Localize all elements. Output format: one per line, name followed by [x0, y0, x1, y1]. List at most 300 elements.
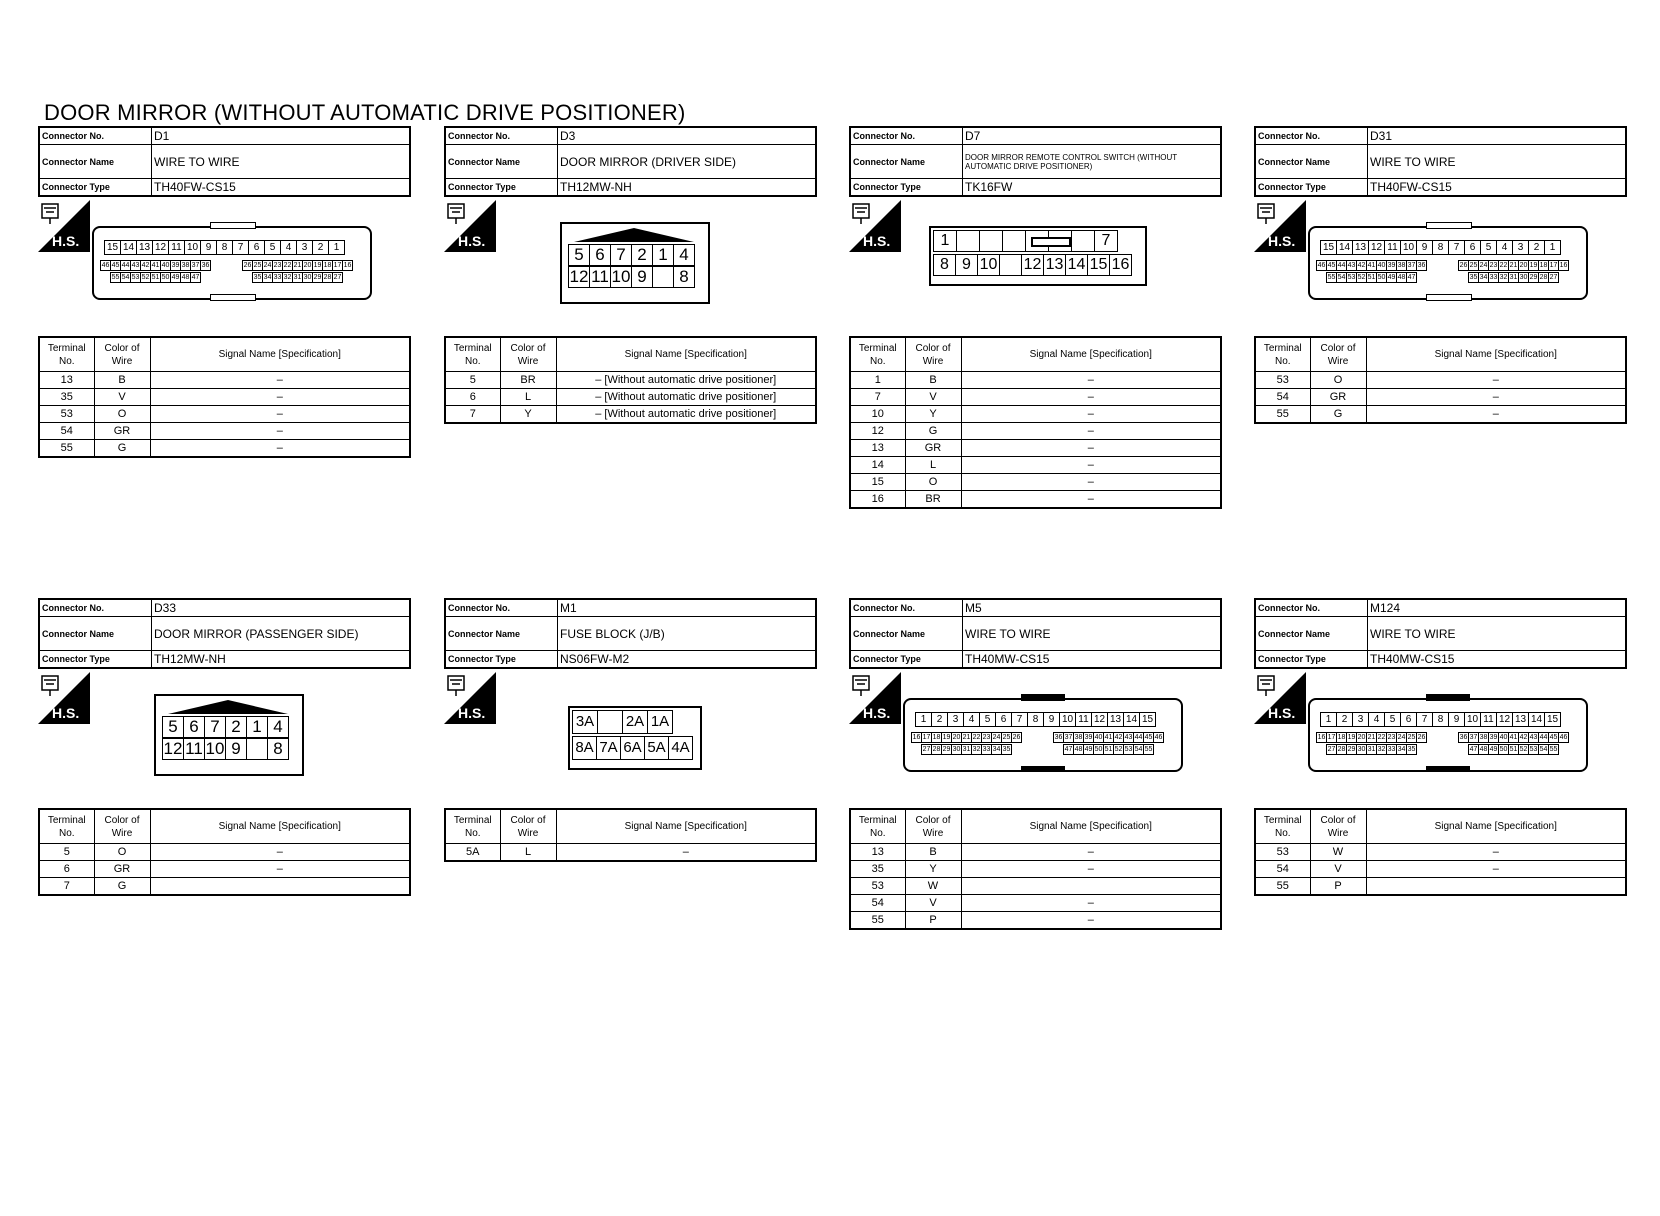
pin-cell: 40: [1094, 734, 1103, 741]
pin-row-bottom: [933, 254, 1132, 276]
table-row: [1255, 844, 1626, 861]
pin-cell: [980, 231, 1003, 252]
pin-cell: [1072, 231, 1095, 252]
pin-cell: 9: [632, 267, 653, 288]
signal-name-cell: –: [961, 844, 1221, 861]
pin-cell: 26: [243, 262, 252, 269]
pin-cell: 19: [313, 262, 322, 269]
pin-cell: 11: [1385, 241, 1401, 255]
connector-header-table: [444, 126, 817, 197]
pin-cell: 3A: [573, 711, 598, 734]
signal-name-header: Signal Name [Specification]: [556, 809, 816, 844]
pin-cell: 28: [932, 746, 941, 753]
connector-header-table: [849, 598, 1222, 669]
connector-no-label: Connector No.: [850, 127, 963, 145]
connector-card-m1: [444, 598, 817, 858]
wire-color-cell: P: [1310, 878, 1366, 896]
pin-cell: 9: [1044, 713, 1060, 727]
pin-cell: 38: [1074, 734, 1083, 741]
pin-cell: 35: [253, 274, 262, 281]
connector-name-label: Connector Name: [1255, 617, 1368, 651]
pin-cell: 34: [263, 274, 272, 281]
wire-color-cell: O: [905, 474, 961, 491]
table-row: [850, 406, 1221, 423]
pin-cell: [1003, 231, 1026, 252]
pin-cell: 13: [1044, 255, 1066, 276]
connector-no-value: D1: [152, 127, 411, 145]
hs-label: H.S.: [863, 233, 891, 249]
pin-cell: 5: [1481, 241, 1497, 255]
connector-name-value: DOOR MIRROR REMOTE CONTROL SWITCH (WITHOUT AUTOMATIC DRIVE POSITIONER): [963, 145, 1222, 179]
pin-cell: 12: [1092, 713, 1108, 727]
pin-cell: 7: [205, 717, 226, 738]
pin-cell: 4: [1369, 713, 1385, 727]
connector-header-table: [1254, 598, 1627, 669]
pin-cell: 15: [105, 241, 121, 255]
pin-cell: 51: [151, 274, 160, 281]
pin-cell: 36: [1054, 734, 1063, 741]
pin-cell: 40: [1499, 734, 1508, 741]
pin-row-mid-left: [911, 732, 1022, 743]
pin-cell: 16: [343, 262, 352, 269]
pin-cell: 20: [1357, 734, 1366, 741]
pin-row-top: [568, 244, 695, 266]
terminal-no-cell: 55: [39, 440, 94, 458]
hs-label: H.S.: [52, 233, 80, 249]
pin-cell: 4: [268, 717, 289, 738]
terminal-no-cell: 10: [850, 406, 905, 423]
pin-cell: 53: [131, 274, 140, 281]
pin-cell: 20: [303, 262, 312, 269]
pin-cell: 33: [273, 274, 282, 281]
pin-cell: 8: [1433, 241, 1449, 255]
color-of-wire-header: Color of Wire: [1310, 337, 1366, 372]
signal-name-cell: –: [150, 372, 410, 389]
signal-name-cell: –: [961, 457, 1221, 474]
pin-cell: 29: [313, 274, 322, 281]
wire-color-cell: G: [94, 440, 150, 458]
pin-cell: 31: [1509, 274, 1518, 281]
pin-cell: 35: [1469, 274, 1478, 281]
terminal-no-cell: 16: [850, 491, 905, 509]
pin-cell: 39: [1084, 734, 1093, 741]
pin-row-bottom-right: [1063, 744, 1154, 755]
wire-color-cell: B: [905, 372, 961, 389]
connector-type-label: Connector Type: [39, 651, 152, 669]
pin-row-bottom-right: [1468, 744, 1559, 755]
pin-row-bottom-left: [1326, 744, 1417, 755]
signal-name-cell: –: [150, 440, 410, 458]
terminal-signal-table: [444, 808, 817, 862]
connector-type-label: Connector Type: [39, 179, 152, 197]
pin-cell: 6: [590, 245, 611, 266]
pin-cell: 3: [948, 713, 964, 727]
table-row: [850, 895, 1221, 912]
pin-cell: 54: [1337, 274, 1346, 281]
pin-cell: 18: [323, 262, 332, 269]
connector-type-value: TH40MW-CS15: [1368, 651, 1627, 669]
pin-cell: 4: [1497, 241, 1513, 255]
pin-cell: 55: [1327, 274, 1336, 281]
pin-cell: 48: [181, 274, 190, 281]
pin-cell: 12: [1369, 241, 1385, 255]
pin-row-bottom: [572, 736, 693, 760]
signal-name-cell: [150, 878, 410, 896]
terminal-no-cell: 7: [445, 406, 500, 424]
pin-cell: 44: [1134, 734, 1143, 741]
pin-cell: 37: [191, 262, 200, 269]
pin-cell: 6: [996, 713, 1012, 727]
pin-cell: 32: [1499, 274, 1508, 281]
pin-cell: 44: [121, 262, 130, 269]
pin-cell: 22: [283, 262, 292, 269]
connector-no-label: Connector No.: [1255, 127, 1368, 145]
signal-name-header: Signal Name [Specification]: [1366, 337, 1626, 372]
pin-row-bottom: [162, 738, 289, 760]
connector-name-value: WIRE TO WIRE: [1368, 617, 1627, 651]
pin-row-top: [572, 710, 673, 734]
signal-name-header: Signal Name [Specification]: [961, 809, 1221, 844]
table-row: [850, 844, 1221, 861]
pin-cell: 37: [1469, 734, 1478, 741]
connector-no-value: D3: [558, 127, 817, 145]
pin-cell: 47: [1469, 746, 1478, 753]
table-row: [850, 491, 1221, 509]
connector-no-label: Connector No.: [1255, 599, 1368, 617]
signal-name-header: Signal Name [Specification]: [1366, 809, 1626, 844]
pin-cell: 10: [611, 267, 631, 286]
pin-cell: 21: [293, 262, 302, 269]
signal-name-header: Signal Name [Specification]: [150, 337, 410, 372]
terminal-signal-table: [1254, 336, 1627, 424]
pin-cell: 3: [297, 241, 313, 255]
pin-cell: 20: [952, 734, 961, 741]
pin-cell: 45: [1144, 734, 1153, 741]
terminal-no-header: Terminal No.: [1255, 337, 1310, 372]
terminal-no-cell: 13: [39, 372, 94, 389]
pin-cell: 24: [263, 262, 272, 269]
pin-cell: 41: [1104, 734, 1113, 741]
pin-cell: 28: [323, 274, 332, 281]
pin-cell: 51: [1509, 746, 1518, 753]
pin-cell: 10: [1401, 241, 1417, 255]
pin-cell: 1: [329, 241, 345, 255]
table-row: [850, 912, 1221, 930]
connector-card-d7: [849, 126, 1222, 505]
wire-color-cell: G: [94, 878, 150, 896]
pin-cell: 48: [1074, 746, 1083, 753]
hs-label: H.S.: [1268, 705, 1296, 721]
pin-cell: 21: [962, 734, 971, 741]
pin-cell: 47: [1407, 274, 1416, 281]
pin-cell: 2: [226, 717, 247, 738]
hs-label: H.S.: [1268, 233, 1296, 249]
lock-slot: [1031, 237, 1071, 247]
pin-cell: 27: [333, 274, 342, 281]
terminal-no-cell: 7: [39, 878, 94, 896]
pin-cell: 50: [1499, 746, 1508, 753]
pin-cell: 12: [153, 241, 169, 255]
connector-face-diagram: [444, 200, 817, 300]
pin-cell: 46: [1317, 262, 1326, 269]
pin-cell: 10: [1060, 713, 1076, 727]
pin-cell: 2: [932, 713, 948, 727]
terminal-no-header: Terminal No.: [445, 337, 500, 372]
terminal-no-cell: 5: [445, 372, 500, 389]
pin-cell: 44: [1337, 262, 1346, 269]
pin-cell: 21: [1367, 734, 1376, 741]
pin-cell: 53: [1347, 274, 1356, 281]
pin-cell: 28: [1539, 274, 1548, 281]
pin-cell: 41: [151, 262, 160, 269]
terminal-no-cell: 14: [850, 457, 905, 474]
connector-header-table: [849, 126, 1222, 197]
pin-cell: 38: [1397, 262, 1406, 269]
pin-row-bottom-left: [110, 272, 201, 283]
connector-type-value: TH40FW-CS15: [1368, 179, 1627, 197]
pin-row-top: [1320, 240, 1561, 255]
pin-cell: 49: [1489, 746, 1498, 753]
connector-name-value: WIRE TO WIRE: [152, 145, 411, 179]
connector-name-label: Connector Name: [850, 617, 963, 651]
pin-cell: 54: [1134, 746, 1143, 753]
pin-cell: 30: [952, 746, 961, 753]
terminal-no-cell: 53: [850, 878, 905, 895]
pin-cell: 1: [934, 231, 957, 252]
terminal-no-header: Terminal No.: [445, 809, 500, 844]
pin-cell: 53: [1529, 746, 1538, 753]
connector-type-label: Connector Type: [850, 179, 963, 197]
pin-row-bottom: [568, 266, 695, 288]
terminal-no-cell: 15: [850, 474, 905, 491]
pin-cell: 52: [141, 274, 150, 281]
signal-name-cell: –: [150, 423, 410, 440]
connector-face-diagram: [1254, 200, 1627, 300]
terminal-signal-table: [38, 808, 411, 896]
terminal-no-cell: 1: [850, 372, 905, 389]
connector-type-label: Connector Type: [445, 651, 558, 669]
connector-face-diagram: [38, 200, 411, 300]
pin-cell: 5: [163, 717, 184, 738]
pin-cell: 12: [163, 739, 183, 758]
pin-cell: 55: [1549, 746, 1558, 753]
pin-cell: 31: [293, 274, 302, 281]
pin-cell: 42: [1357, 262, 1366, 269]
table-row: [850, 474, 1221, 491]
terminal-no-cell: 6: [39, 861, 94, 878]
pin-cell: 14: [1124, 713, 1140, 727]
wire-color-cell: V: [94, 389, 150, 406]
signal-name-cell: –: [961, 491, 1221, 509]
pin-cell: 24: [992, 734, 1001, 741]
table-row: [39, 878, 410, 896]
pin-cell: 14: [1337, 241, 1353, 255]
pin-cell: 2: [632, 245, 653, 266]
pin-cell: 13: [137, 241, 153, 255]
table-row: [445, 372, 816, 389]
pin-cell: 19: [942, 734, 951, 741]
lock-tab: [1426, 222, 1472, 229]
terminal-no-cell: 53: [1255, 372, 1310, 389]
pin-cell: 24: [1479, 262, 1488, 269]
table-row: [445, 406, 816, 424]
wire-color-cell: O: [1310, 372, 1366, 389]
signal-name-cell: –: [1366, 406, 1626, 424]
pin-cell: 7: [1012, 713, 1028, 727]
table-row: [39, 372, 410, 389]
pin-cell: 11: [185, 739, 203, 758]
signal-name-cell: –: [961, 912, 1221, 930]
pin-cell: 45: [1549, 734, 1558, 741]
connector-no-value: D31: [1368, 127, 1627, 145]
pin-row-top: [933, 230, 1118, 252]
key-triangle: [168, 700, 288, 714]
wire-color-cell: GR: [1310, 389, 1366, 406]
connector-no-value: M1: [558, 599, 817, 617]
signal-name-cell: –: [1366, 389, 1626, 406]
signal-name-cell: – [Without automatic drive positioner]: [556, 406, 816, 424]
pin-cell: 52: [1357, 274, 1366, 281]
signal-name-header: Signal Name [Specification]: [150, 809, 410, 844]
wire-color-cell: BR: [500, 372, 556, 389]
pin-cell: 40: [1377, 262, 1386, 269]
wire-color-cell: Y: [905, 406, 961, 423]
connector-type-value: TH12MW-NH: [558, 179, 817, 197]
pin-cell: 1: [1545, 241, 1561, 255]
pin-cell: 18: [1539, 262, 1548, 269]
pin-row-mid-right: [1458, 732, 1569, 743]
pin-cell: 16: [1559, 262, 1568, 269]
pin-cell: 11: [1481, 713, 1497, 727]
pin-cell: 53: [1124, 746, 1133, 753]
connector-type-value: TH40MW-CS15: [963, 651, 1222, 669]
pin-cell: 49: [1084, 746, 1093, 753]
pin-cell: 2A: [623, 711, 648, 734]
pin-cell: 41: [1509, 734, 1518, 741]
pin-cell: 32: [972, 746, 981, 753]
wire-color-cell: P: [905, 912, 961, 930]
pin-cell: 4: [964, 713, 980, 727]
signal-name-cell: [1366, 878, 1626, 896]
wire-color-cell: G: [1310, 406, 1366, 424]
signal-name-cell: –: [961, 389, 1221, 406]
signal-name-cell: –: [961, 895, 1221, 912]
pin-row-bottom-right: [1468, 272, 1559, 283]
pin-cell: 9: [201, 241, 217, 255]
pin-cell: 12: [1497, 713, 1513, 727]
terminal-no-cell: 35: [39, 389, 94, 406]
color-of-wire-header: Color of Wire: [1310, 809, 1366, 844]
terminal-signal-table: [38, 336, 411, 458]
pin-cell: 46: [1154, 734, 1163, 741]
pin-row-top: [104, 240, 345, 255]
connector-name-label: Connector Name: [39, 145, 152, 179]
pin-cell: 33: [982, 746, 991, 753]
pin-cell: 1: [1321, 713, 1337, 727]
lock-tab: [210, 294, 256, 301]
connector-type-label: Connector Type: [850, 651, 963, 669]
pin-cell: 27: [922, 746, 931, 753]
pin-cell: 9: [226, 739, 247, 760]
pin-cell: 52: [1519, 746, 1528, 753]
lock-tab: [1021, 694, 1065, 701]
pin-cell: [598, 711, 623, 734]
lock-tab: [210, 222, 256, 229]
pin-cell: 28: [1337, 746, 1346, 753]
connector-name-value: WIRE TO WIRE: [1368, 145, 1627, 179]
color-of-wire-header: Color of Wire: [905, 809, 961, 844]
signal-name-cell: –: [961, 406, 1221, 423]
pin-cell: 26: [1417, 734, 1426, 741]
connector-no-label: Connector No.: [39, 127, 152, 145]
pin-cell: 39: [1387, 262, 1396, 269]
wire-color-cell: W: [1310, 844, 1366, 861]
hs-label: H.S.: [52, 705, 80, 721]
table-row: [850, 372, 1221, 389]
pin-cell: 6: [1401, 713, 1417, 727]
pin-cell: 11: [169, 241, 185, 255]
connector-no-value: D33: [152, 599, 411, 617]
signal-name-cell: –: [150, 844, 410, 861]
table-row: [1255, 389, 1626, 406]
color-of-wire-header: Color of Wire: [94, 337, 150, 372]
pin-cell: 24: [1397, 734, 1406, 741]
color-of-wire-header: Color of Wire: [94, 809, 150, 844]
signal-name-header: Signal Name [Specification]: [961, 337, 1221, 372]
pin-cell: 45: [111, 262, 120, 269]
wire-color-cell: L: [500, 389, 556, 406]
pin-cell: 22: [1499, 262, 1508, 269]
pin-cell: 25: [1407, 734, 1416, 741]
pin-cell: 9: [1417, 241, 1433, 255]
signal-name-cell: –: [150, 406, 410, 423]
pin-cell: 5: [980, 713, 996, 727]
pin-cell: 7: [233, 241, 249, 255]
pin-cell: 13: [1513, 713, 1529, 727]
wire-color-cell: L: [500, 844, 556, 862]
signal-name-cell: –: [1366, 861, 1626, 878]
wire-color-cell: BR: [905, 491, 961, 509]
wire-color-cell: L: [905, 457, 961, 474]
pin-cell: 48: [1397, 274, 1406, 281]
pin-cell: 29: [942, 746, 951, 753]
signal-name-cell: –: [961, 372, 1221, 389]
pin-cell: 4: [281, 241, 297, 255]
pin-cell: 17: [922, 734, 931, 741]
connector-type-value: TK16FW: [963, 179, 1222, 197]
pin-cell: 47: [1064, 746, 1073, 753]
pin-cell: 40: [161, 262, 170, 269]
signal-name-cell: –: [150, 861, 410, 878]
connector-card-d1: [38, 126, 411, 454]
pin-cell: 51: [1104, 746, 1113, 753]
connector-name-label: Connector Name: [445, 617, 558, 651]
pin-cell: 51: [1367, 274, 1376, 281]
terminal-no-cell: 6: [445, 389, 500, 406]
pin-cell: 30: [1519, 274, 1528, 281]
pin-cell: 23: [1387, 734, 1396, 741]
terminal-no-cell: 35: [850, 861, 905, 878]
terminal-no-cell: 54: [39, 423, 94, 440]
connector-card-m124: [1254, 598, 1627, 892]
terminal-no-cell: 13: [850, 844, 905, 861]
pin-row-mid-right: [1053, 732, 1164, 743]
connector-card-m5: [849, 598, 1222, 926]
signal-name-cell: –: [961, 474, 1221, 491]
table-row: [39, 406, 410, 423]
pin-cell: 36: [201, 262, 210, 269]
pin-cell: 4A: [669, 737, 693, 760]
